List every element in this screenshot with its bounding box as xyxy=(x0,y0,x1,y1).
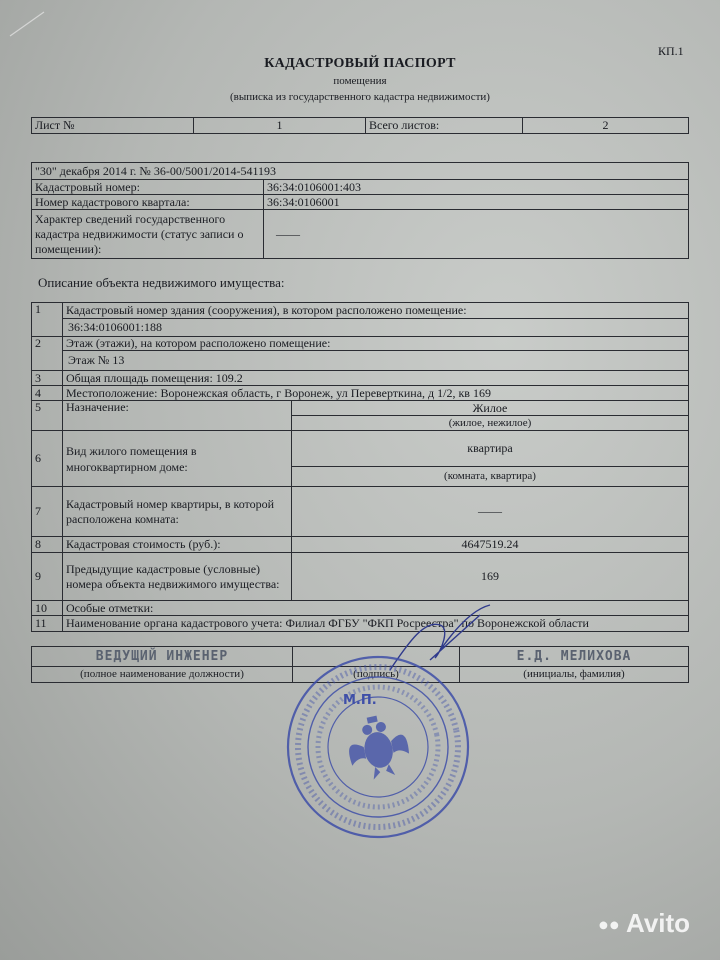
position-value: ВЕДУЩИЙ ИНЖЕНЕР xyxy=(95,649,229,664)
row3-num: 3 xyxy=(32,371,63,386)
sheet-label: Лист № xyxy=(32,118,194,134)
watermark-brand: Avito xyxy=(626,908,691,938)
quarter-label: Номер кадастрового квартала: xyxy=(32,195,264,210)
eagle-icon xyxy=(343,711,414,784)
row2-value: Этаж № 13 xyxy=(63,351,689,371)
date-line: "30" декабря 2014 г. № 36-00/5001/2014-541193 xyxy=(32,163,689,180)
quarter-value: 36:34:0106001 xyxy=(264,195,689,210)
description-title: Описание объекта недвижимого имущества: xyxy=(38,275,285,290)
cadastral-number-value: 36:34:0106001:403 xyxy=(264,180,689,195)
row6-num: 6 xyxy=(32,431,63,487)
row1-value: 36:34:0106001:188 xyxy=(63,319,689,337)
row10-text: Особые отметки: xyxy=(63,601,689,616)
status-label: Характер сведений государственного кадастра недвижимости (статус записи о помещении): xyxy=(32,210,264,259)
position-stamp xyxy=(32,647,293,667)
stamp-mp-label: М.П. xyxy=(343,693,377,708)
row11-num: 11 xyxy=(32,616,63,632)
extract-note: (выписка из государственного кадастра недвижимости) xyxy=(230,91,490,103)
cadastral-number-label: Кадастровый номер: xyxy=(32,180,264,195)
row6-value: квартира xyxy=(292,431,689,467)
document-subtitle: помещения xyxy=(333,75,387,87)
row8-value: 4647519.24 xyxy=(292,537,689,553)
info-table xyxy=(31,162,689,259)
row5-num: 5 xyxy=(32,401,63,431)
row6-hint: (комната, квартира) xyxy=(292,467,689,487)
position-caption: (полное наименование должности) xyxy=(32,667,293,683)
form-code: КП.1 xyxy=(658,44,684,58)
official-stamp xyxy=(283,652,473,842)
total-sheets-label: Всего листов: xyxy=(366,118,523,134)
row10-num: 10 xyxy=(32,601,63,616)
row7-value: —— xyxy=(292,487,689,537)
signature-caption: (подпись) xyxy=(293,667,460,683)
sheet-table xyxy=(31,117,689,134)
name-value: Е.Д. МЕЛИХОВА xyxy=(516,649,632,664)
row11-text: Наименование органа кадастрового учета: Филиал ФГБУ "ФКП Росреестра" по Воронежской области xyxy=(63,616,689,632)
row2-label: Этаж (этажи), на котором расположено помещение: xyxy=(63,337,689,351)
row4-text: Местоположение: Воронежская область, г Воронеж, ул Переверткина, д 1/2, кв 169 xyxy=(63,386,689,401)
name-caption: (инициалы, фамилия) xyxy=(460,667,689,683)
document-title: КАДАСТРОВЫЙ ПАСПОРТ xyxy=(264,56,456,71)
row1-num: 1 xyxy=(32,303,63,337)
total-sheets-value: 2 xyxy=(523,118,689,134)
status-value: —— xyxy=(264,210,689,259)
scratch-mark xyxy=(8,8,48,38)
row9-num: 9 xyxy=(32,553,63,601)
watermark xyxy=(598,908,690,939)
row3-text: Общая площадь помещения: 109.2 xyxy=(63,371,689,386)
row5-label: Назначение: xyxy=(63,401,292,431)
object-table xyxy=(31,302,689,632)
row7-label: Кадастровый номер квартиры, в которой расположена комната: xyxy=(63,487,292,537)
row9-label: Предыдущие кадастровые (условные) номера объекта недвижимого имущества: xyxy=(63,553,292,601)
row5-hint: (жилое, нежилое) xyxy=(292,416,689,431)
row1-label: Кадастровый номер здания (сооружения), в котором расположено помещение: xyxy=(63,303,689,319)
row5-value: Жилое xyxy=(292,401,689,416)
row8-num: 8 xyxy=(32,537,63,553)
sheet-value: 1 xyxy=(194,118,366,134)
row8-label: Кадастровая стоимость (руб.): xyxy=(63,537,292,553)
row6-label: Вид жилого помещения в многоквартирном доме: xyxy=(63,431,292,487)
row9-value: 169 xyxy=(292,553,689,601)
row7-num: 7 xyxy=(32,487,63,537)
row4-num: 4 xyxy=(32,386,63,401)
row2-num: 2 xyxy=(32,337,63,371)
watermark-logo-icon: ●● xyxy=(598,914,620,935)
